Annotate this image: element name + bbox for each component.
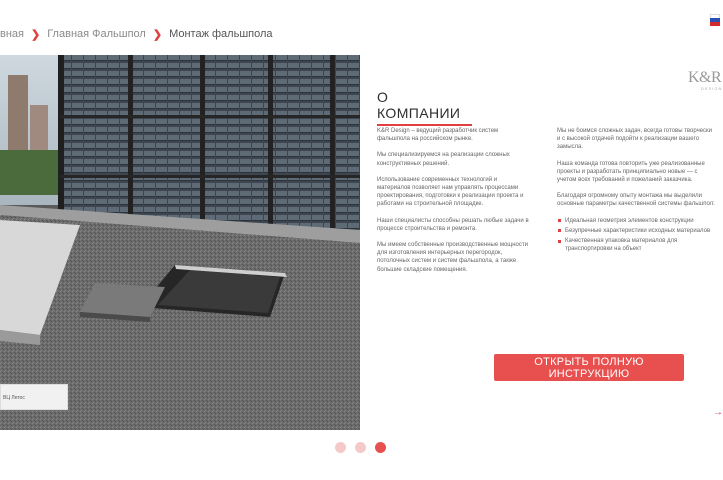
breadcrumb — [0, 27, 273, 41]
about-paragraph: Мы не боимся сложных задач, всегда готовы творчески и с высокой отдачей подойти к реализации вашего замысла. — [557, 128, 713, 151]
breadcrumb-item-raised-floor[interactable]: Главная Фальшпол — [47, 28, 146, 40]
slider-dot[interactable] — [355, 442, 366, 453]
photo-caption — [0, 384, 68, 410]
slider-dot-active[interactable] — [375, 442, 386, 453]
company-logo: K&R — [688, 69, 722, 86]
about-paragraph: Наша команда готова повторить уже реализованные проекты и разработать принципиально новые — с учетом всех требований и пожеланий заказчика. — [557, 160, 705, 184]
about-paragraph: Использование современных технологий и материалов позволяет нам управлять процессами проектирования, подготовки к реализации проекта и работами на строительной площадке. — [377, 176, 524, 208]
about-text-left — [377, 127, 532, 282]
about-paragraph: Мы специализируемся на реализации сложных конструктивных решений. — [377, 152, 510, 167]
company-logo-sub: DESIGN — [701, 86, 723, 91]
chevron-right-icon: ❯ — [31, 28, 41, 41]
slider-dot[interactable] — [335, 442, 346, 453]
photo-caption-text: ВЦ Летос — [3, 395, 25, 401]
project-photo — [0, 55, 360, 430]
list-item: Идеальная геометрия элементов конструкции — [557, 217, 717, 225]
office-floor-illustration — [0, 55, 360, 430]
about-paragraph: Наши специалисты способны решать любые задачи в процессе строительства и ремонта. — [377, 217, 529, 232]
quality-list — [557, 217, 717, 254]
list-item: Безупречные характеристики исходных материалов — [557, 227, 717, 235]
breadcrumb-item-home[interactable]: вная — [0, 28, 24, 40]
chevron-right-icon: ❯ — [152, 28, 163, 41]
open-instruction-button[interactable]: ОТКРЫТЬ ПОЛНУЮ ИНСТРУКЦИЮ — [494, 354, 684, 381]
about-paragraph: Благодаря огромному опыту монтажа мы выделили основные параметры качественной системы фальшпол: — [557, 193, 715, 208]
about-paragraph: Мы имеем собственные производственные мощности для изготовления интерьерных перегородок, потолочных систем и систем фальшпола, а также большие складские помещения. — [377, 242, 528, 273]
list-item: Качественная упаковка материалов для транспортировки на объект — [557, 237, 717, 253]
slider-pagination — [335, 442, 386, 453]
breadcrumb-item-current: Монтаж фальшпола — [169, 28, 273, 40]
section-title: О КОМПАНИИ — [377, 89, 472, 126]
about-text-right — [557, 127, 717, 255]
language-flag-icon[interactable] — [710, 14, 720, 26]
about-paragraph: K&R Design – ведущий разработчик систем фальшпола на российском рынке. — [377, 128, 499, 143]
arrow-right-icon[interactable]: → — [713, 407, 723, 418]
